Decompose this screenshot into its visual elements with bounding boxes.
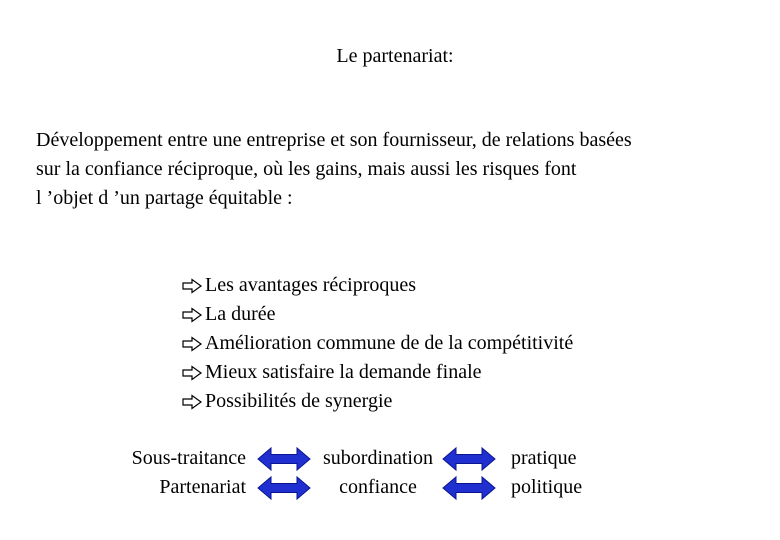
- definition-paragraph: [36, 126, 776, 213]
- page-title: Le partenariat:: [336, 45, 454, 67]
- comparison-left-2: Partenariat: [159, 476, 246, 498]
- comparison-left-1: Sous-traitance: [131, 447, 246, 469]
- double-headed-arrow-icon: [442, 475, 496, 501]
- list-item: [182, 387, 573, 416]
- double-headed-arrow-icon: [257, 446, 311, 472]
- comparison-middle-1: subordination: [323, 447, 433, 469]
- bullet-text: Amélioration commune de de la compétitivité: [205, 332, 574, 354]
- outline-right-arrow-icon: [182, 278, 204, 294]
- comparison-right-1: pratique: [511, 447, 577, 469]
- double-headed-arrow-icon: [442, 446, 496, 472]
- comparison-right-column: [511, 444, 582, 502]
- outline-right-arrow-icon: [182, 365, 204, 381]
- comparison-middle-column: [306, 444, 450, 502]
- definition-line-1: Développement entre une entreprise et son fournisseur, de relations basées: [36, 129, 632, 151]
- bullet-text: Possibilités de synergie: [205, 390, 393, 412]
- bullet-text: La durée: [205, 303, 276, 325]
- comparison-right-2: politique: [511, 476, 583, 498]
- outline-right-arrow-icon: [182, 336, 204, 352]
- bullet-list: [182, 271, 573, 416]
- double-headed-arrow-icon: [257, 475, 311, 501]
- definition-line-2: sur la confiance réciproque, où les gains, mais aussi les risques font: [36, 158, 577, 180]
- bullet-text: Les avantages réciproques: [205, 274, 417, 296]
- bullet-text: Mieux satisfaire la demande finale: [205, 361, 482, 383]
- list-item: [182, 358, 573, 387]
- list-item: [182, 300, 573, 329]
- definition-line-3: l ’objet d ’un partage équitable :: [36, 187, 293, 209]
- outline-right-arrow-icon: [182, 307, 204, 323]
- comparison-middle-2: confiance: [339, 476, 417, 498]
- list-item: [182, 329, 573, 358]
- list-item: [182, 271, 573, 300]
- comparison-left-column: [60, 444, 246, 502]
- outline-right-arrow-icon: [182, 394, 204, 410]
